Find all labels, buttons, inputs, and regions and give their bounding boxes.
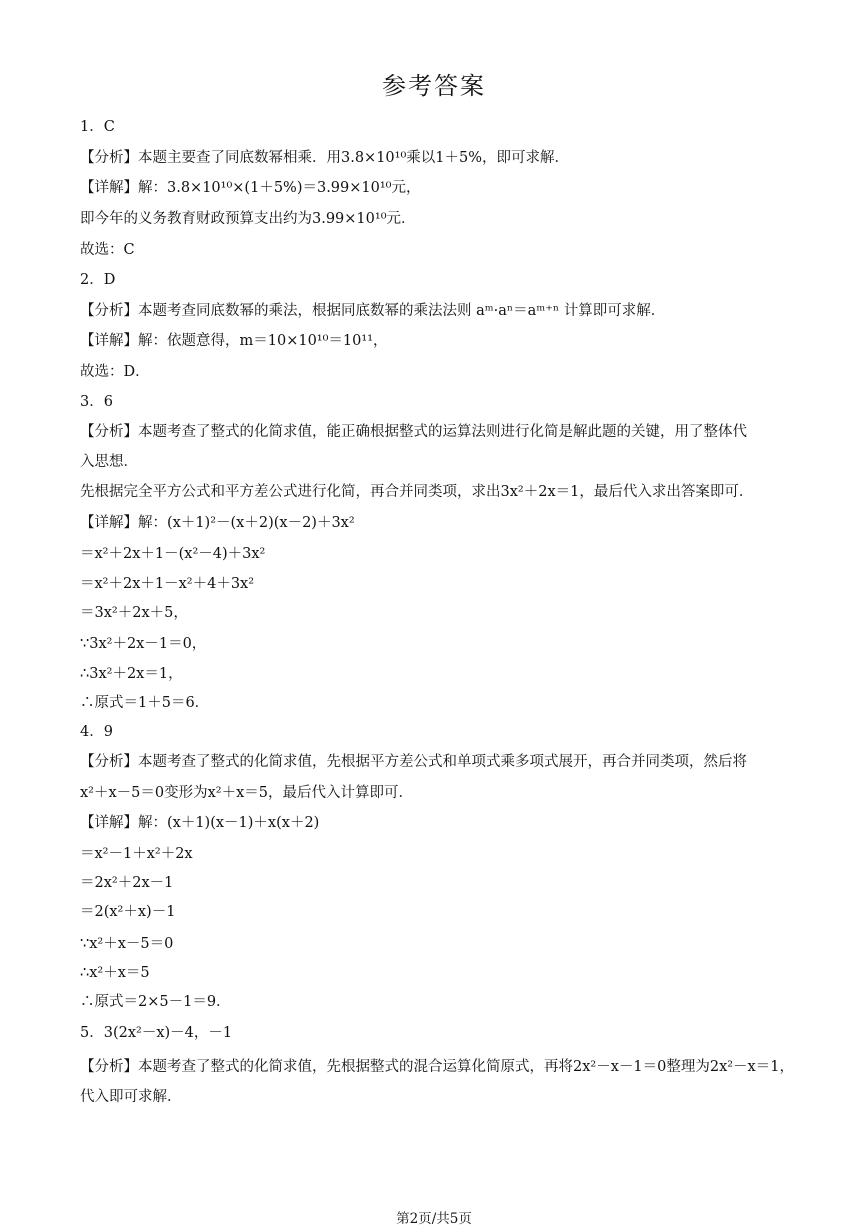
answer-2-analysis: 【分析】本题考查同底数幂的乘法，根据同底数幂的乘法法则 aᵐ·aⁿ＝aᵐ⁺ⁿ 计算即可求解．: [80, 303, 666, 319]
answer-3-detail: 【详解】解：(x＋1)²－(x＋2)(x－2)＋3x²: [80, 515, 355, 531]
answer-1-label: 1．C: [80, 119, 115, 135]
answer-3-step: ＝x²＋2x＋1－x²＋4＋3x²: [80, 576, 255, 592]
answer-4-label: 4．9: [80, 724, 113, 740]
answer-4-detail: 【详解】解：(x＋1)(x－1)＋x(x＋2): [80, 815, 320, 831]
answer-3-step: ∵3x²＋2x－1＝0，: [80, 636, 207, 652]
answer-1-choice: 故选：C: [80, 242, 135, 258]
answer-3-label: 3．6: [80, 394, 113, 410]
answer-3-step: ∴3x²＋2x＝1，: [80, 666, 183, 682]
answer-4-result: ∴原式＝2×5－1＝9．: [80, 994, 231, 1010]
answer-4-step: ＝2(x²＋x)－1: [80, 904, 176, 920]
answer-4-step: ＝2x²＋2x－1: [80, 875, 174, 891]
answer-2-detail: 【详解】解：依题意得，m＝10×10¹⁰＝10¹¹，: [80, 333, 388, 349]
answer-1-detail-line: 即今年的义务教育财政预算支出约为3.99×10¹⁰元．: [80, 211, 416, 227]
answer-1-analysis: 【分析】本题主要查了同底数幂相乘．用3.8×10¹⁰乘以1＋5%，即可求解．: [80, 150, 570, 166]
answer-3-step: ＝x²＋2x＋1－(x²－4)＋3x²: [80, 546, 266, 562]
page-footer: 第2页/共5页: [396, 1211, 472, 1227]
answer-2-label: 2．D: [80, 272, 116, 288]
answer-4-step: ∴x²＋x＝5: [80, 965, 150, 981]
answer-3-result: ∴原式＝1＋5＝6．: [80, 695, 210, 711]
answer-3-method: 先根据完全平方公式和平方差公式进行化简，再合并同类项，求出3x²＋2x＝1，最后代入求出答案即可．: [80, 484, 754, 500]
answer-4-analysis: 【分析】本题考查了整式的化简求值，先根据平方差公式和单项式乘多项式展开，再合并同类项，然后将: [80, 754, 747, 770]
answer-4-analysis-cont: x²＋x－5＝0变形为x²＋x＝5，最后代入计算即可．: [80, 785, 414, 801]
answer-5-analysis: 【分析】本题考查了整式的化简求值，先根据整式的混合运算化简原式，再将2x²－x－1＝0整理为2x²－x＝1，: [80, 1059, 794, 1075]
answer-4-step: ∵x²＋x－5＝0: [80, 936, 174, 952]
answer-1-detail: 【详解】解：3.8×10¹⁰×(1＋5%)＝3.99×10¹⁰元，: [80, 180, 421, 196]
answer-5-analysis-cont: 代入即可求解．: [80, 1089, 182, 1105]
answer-5-label: 5．3(2x²－x)－4，－1: [80, 1025, 233, 1041]
answer-3-analysis-cont: 入思想．: [80, 454, 138, 470]
answer-4-step: ＝x²－1＋x²＋2x: [80, 846, 193, 862]
answer-3-analysis: 【分析】本题考查了整式的化简求值，能正确根据整式的运算法则进行化简是解此题的关键，用了整体代: [80, 424, 747, 440]
page-title: 参考答案: [382, 72, 486, 100]
answer-2-choice: 故选：D．: [80, 364, 150, 380]
answer-3-step: ＝3x²＋2x＋5，: [80, 605, 188, 621]
